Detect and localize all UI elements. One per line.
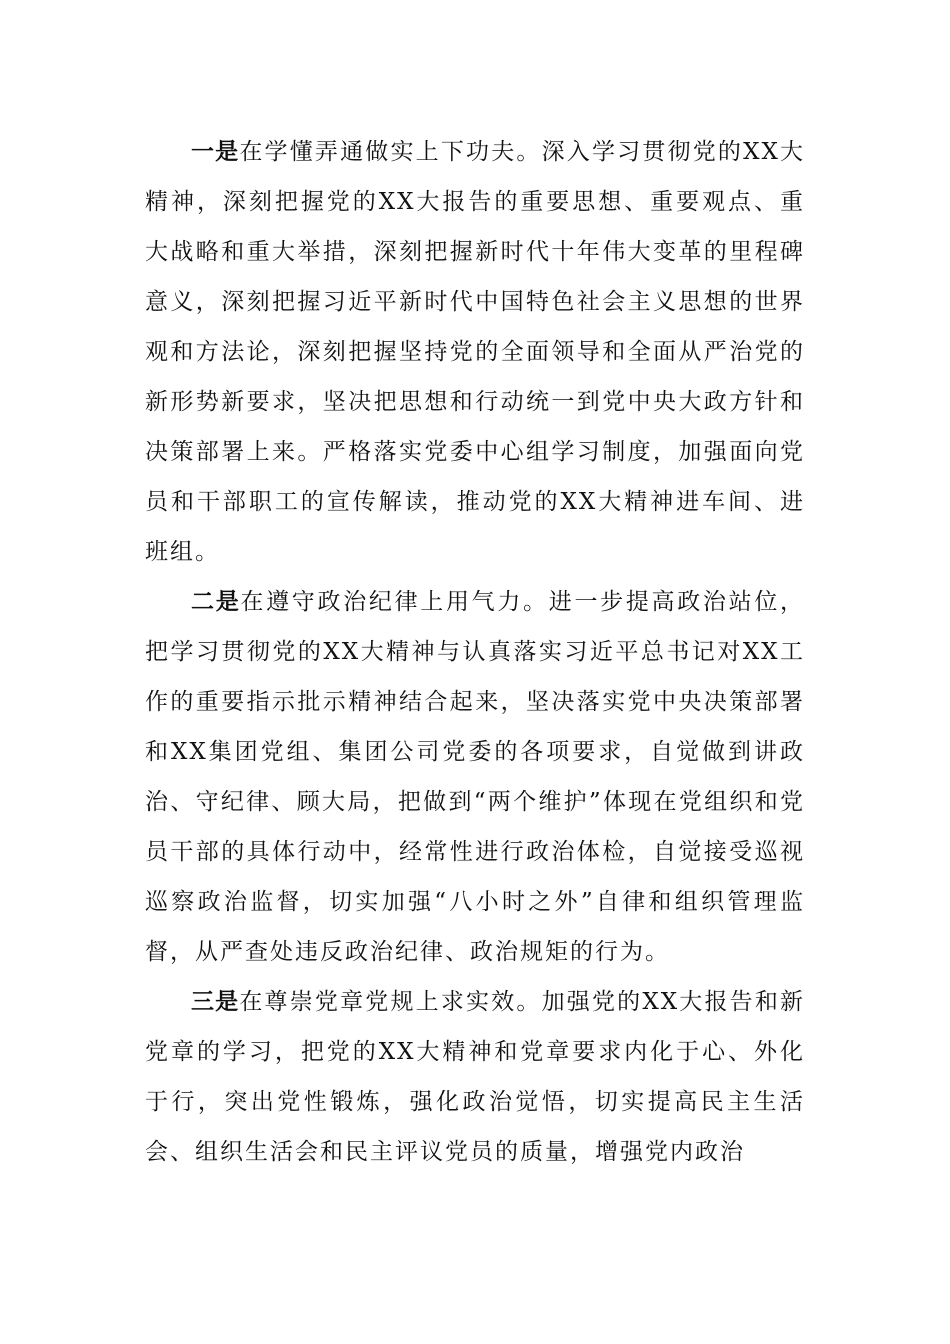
paragraph-1-text: 在学懂弄通做实上下功夫。深入学习贯彻党的XX大精神，深刻把握党的XX大报告的重要思想、重要观点、重大战略和重大举措，深刻把握新时代十年伟大变革的里程碑意义，深刻把握习近平新时代中国特色社会主义思想的世界观和方法论，深刻把握坚持党的全面领导和全面从严治党的新形势新要求，坚决把思想和行动统一到党中央大政方针和决策部署上来。严格落实党委中心组学习制度，加强面向党员和干部职工的宣传解读，推动党的XX大精神进车间、进班组。 [145, 139, 806, 565]
paragraph-1 [145, 127, 805, 577]
paragraph-2 [145, 577, 805, 977]
paragraph-2-text: 在遵守政治纪律上用气力。进一步提高政治站位，把学习贯彻党的XX大精神与认真落实习近平总书记对XX工作的重要指示批示精神结合起来，坚决落实党中央决策部署和XX集团党组、集团公司党委的各项要求，自觉做到讲政治、守纪律、顾大局，把做到“两个维护”体现在党组织和党员干部的具体行动中，经常性进行政治体检，自觉接受巡视巡察政治监督，切实加强“八小时之外”自律和组织管理监督，从严查处违反政治纪律、政治规矩的行为。 [145, 589, 806, 965]
document-body [145, 127, 805, 1177]
paragraph-3-text: 在尊崇党章党规上求实效。加强党的XX大报告和新党章的学习，把党的XX大精神和党章要求内化于心、外化于行，突出党性锻炼，强化政治觉悟，切实提高民主生活会、组织生活会和民主评议党员的质量，增强党内政治 [145, 989, 806, 1165]
paragraph-1-lead: 一是 [191, 139, 240, 165]
paragraph-3-lead: 三是 [191, 989, 240, 1015]
paragraph-2-lead: 二是 [191, 589, 241, 615]
paragraph-3 [145, 977, 805, 1177]
